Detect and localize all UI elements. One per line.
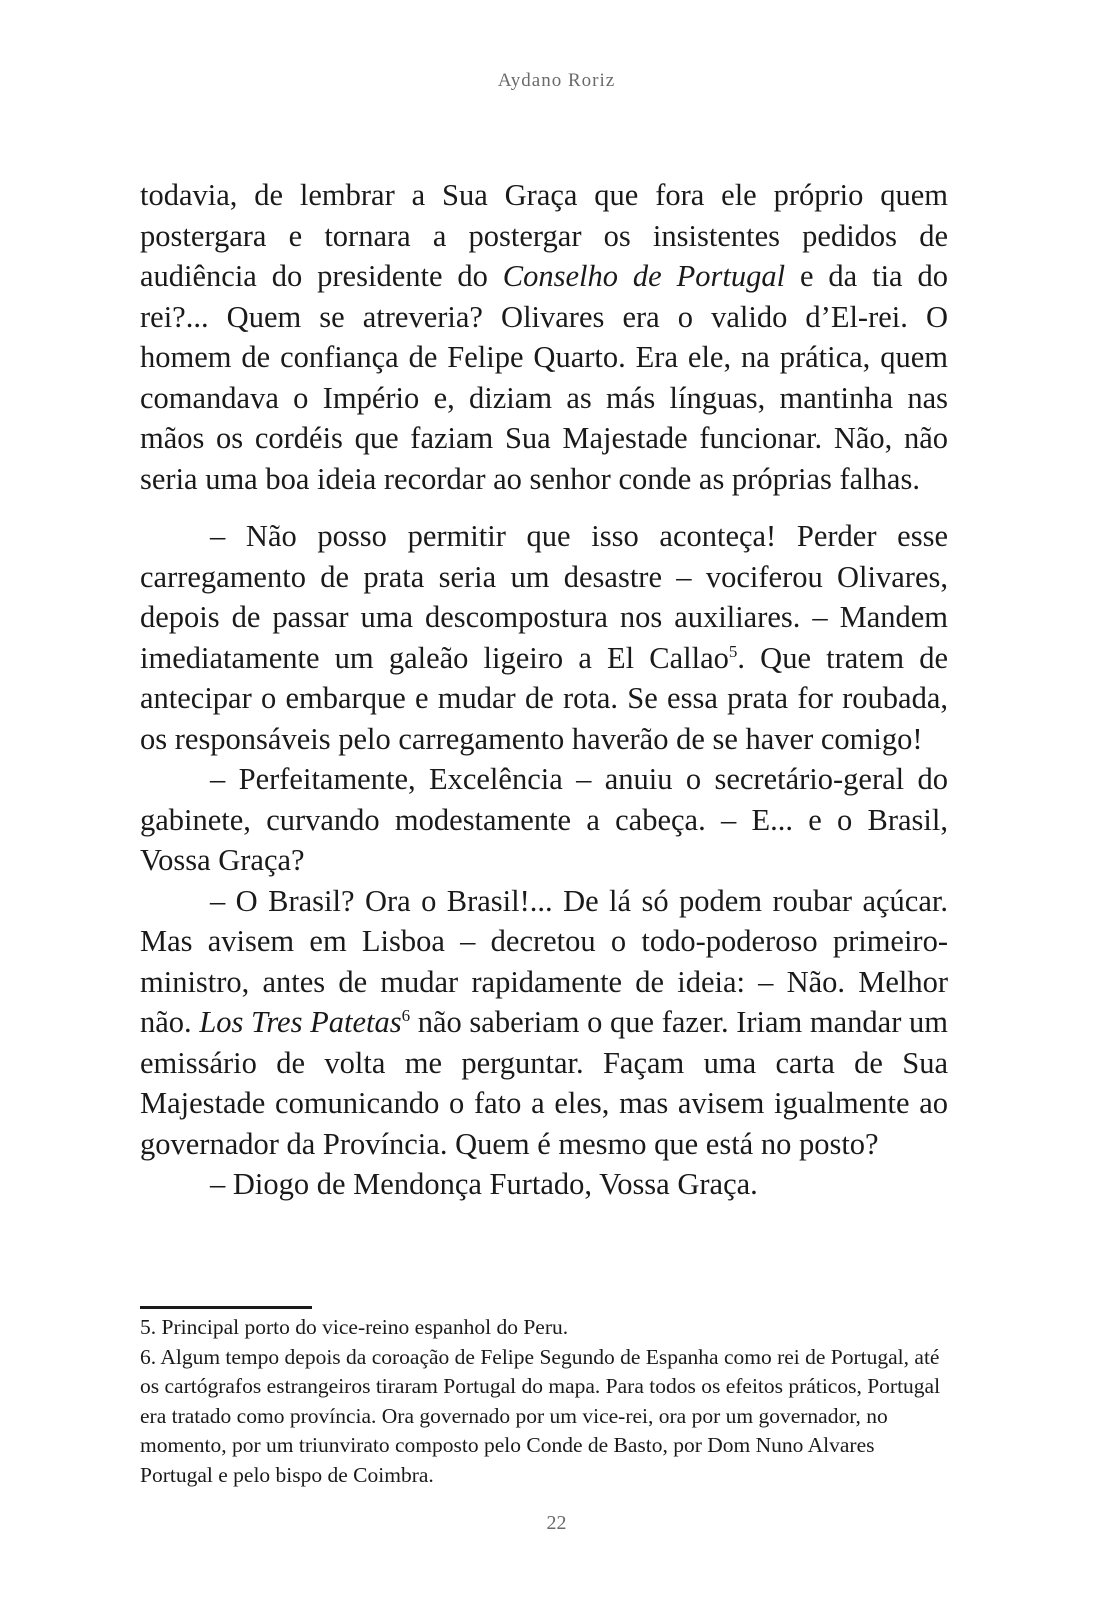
paragraph-2: [140, 516, 948, 759]
paragraph-4-italic: Los Tres Patetas: [199, 1005, 402, 1039]
body-text: [140, 175, 948, 1205]
footnote-ref-5[interactable]: 5: [728, 641, 738, 661]
paragraph-4-text-c: não saberiam o que fazer. Iriam mandar um emissário de volta me perguntar. Façam uma carta de Sua Majestade comunicando o fato a eles, mas avisem igualmente ao governador da Província. Quem é mesmo que está no posto?: [140, 1005, 948, 1161]
footnote-5: 5. Principal porto do vice-reino espanhol do Peru.: [140, 1315, 569, 1339]
paragraph-3: – Perfeitamente, Excelência – anuiu o secretário-geral do gabinete, curvando modestamente a cabeça. – E... e o Brasil, Vossa Graça?: [140, 762, 948, 877]
paragraph-1: [140, 175, 948, 499]
paragraph-1-italic: Conselho de Portugal: [502, 259, 786, 293]
footnote-ref-6[interactable]: 6: [401, 1005, 411, 1025]
paragraph-5: – Diogo de Mendonça Furtado, Vossa Graça.: [210, 1167, 758, 1201]
running-head-author: Aydano Roriz: [497, 70, 616, 91]
paragraph-1-text-a: todavia, de lembrar a Sua Graça que fora ele próprio quem postergara e tornara a postergar os insistentes pedidos de audiência do presidente do: [140, 178, 948, 293]
page-number: 22: [546, 1512, 567, 1534]
paragraph-2-text-b: . Que tratem de antecipar o embarque e mudar de rota. Se essa prata for roubada, os responsáveis pelo carregamento haverão de se haver comigo!: [140, 640, 948, 756]
paragraph-2-text-a: – Não posso permitir que isso aconteça! Perder esse carregamento de prata seria um desastre – vociferou Olivares, depois de passar uma descompostura nos auxiliares. – Mandem imediatamente um galeão ligeiro a El Callao: [140, 519, 948, 675]
footnote-6: 6. Algum tempo depois da coroação de Felipe Segundo de Espanha como rei de Portugal, até os cartógrafos estrangeiros tiraram Portugal do mapa. Para todos os efeitos práticos, Portugal era tratado como província. Ora governado por um vice-rei, ora por um governador, no momento, por um triunvirato composto pelo Conde de Basto, por Dom Nuno Alvares Portugal e pelo bispo de Coimbra.: [140, 1344, 941, 1487]
footnote-divider: [140, 1306, 312, 1309]
paragraph-4-text-a: – O Brasil? Ora o Brasil!... De lá só podem roubar açúcar. Mas avisem em Lisboa – decretou o todo-poderoso primeiro-ministro, antes de mudar rapidamente de ideia: – Não. Melhor não.: [140, 883, 948, 1039]
paragraph-4: [140, 881, 948, 1165]
paragraph-1-text-c: e da tia do rei?... Quem se atreveria? Olivares era o valido d’El-rei. O homem de confiança de Felipe Quarto. Era ele, na prática, quem comandava o Império e, diziam as más línguas, mantinha nas mãos os cordéis que faziam Sua Majestade funcionar. Não, não seria uma boa ideia recordar ao senhor conde as próprias falhas.: [140, 259, 948, 496]
footnotes: [140, 1313, 948, 1490]
